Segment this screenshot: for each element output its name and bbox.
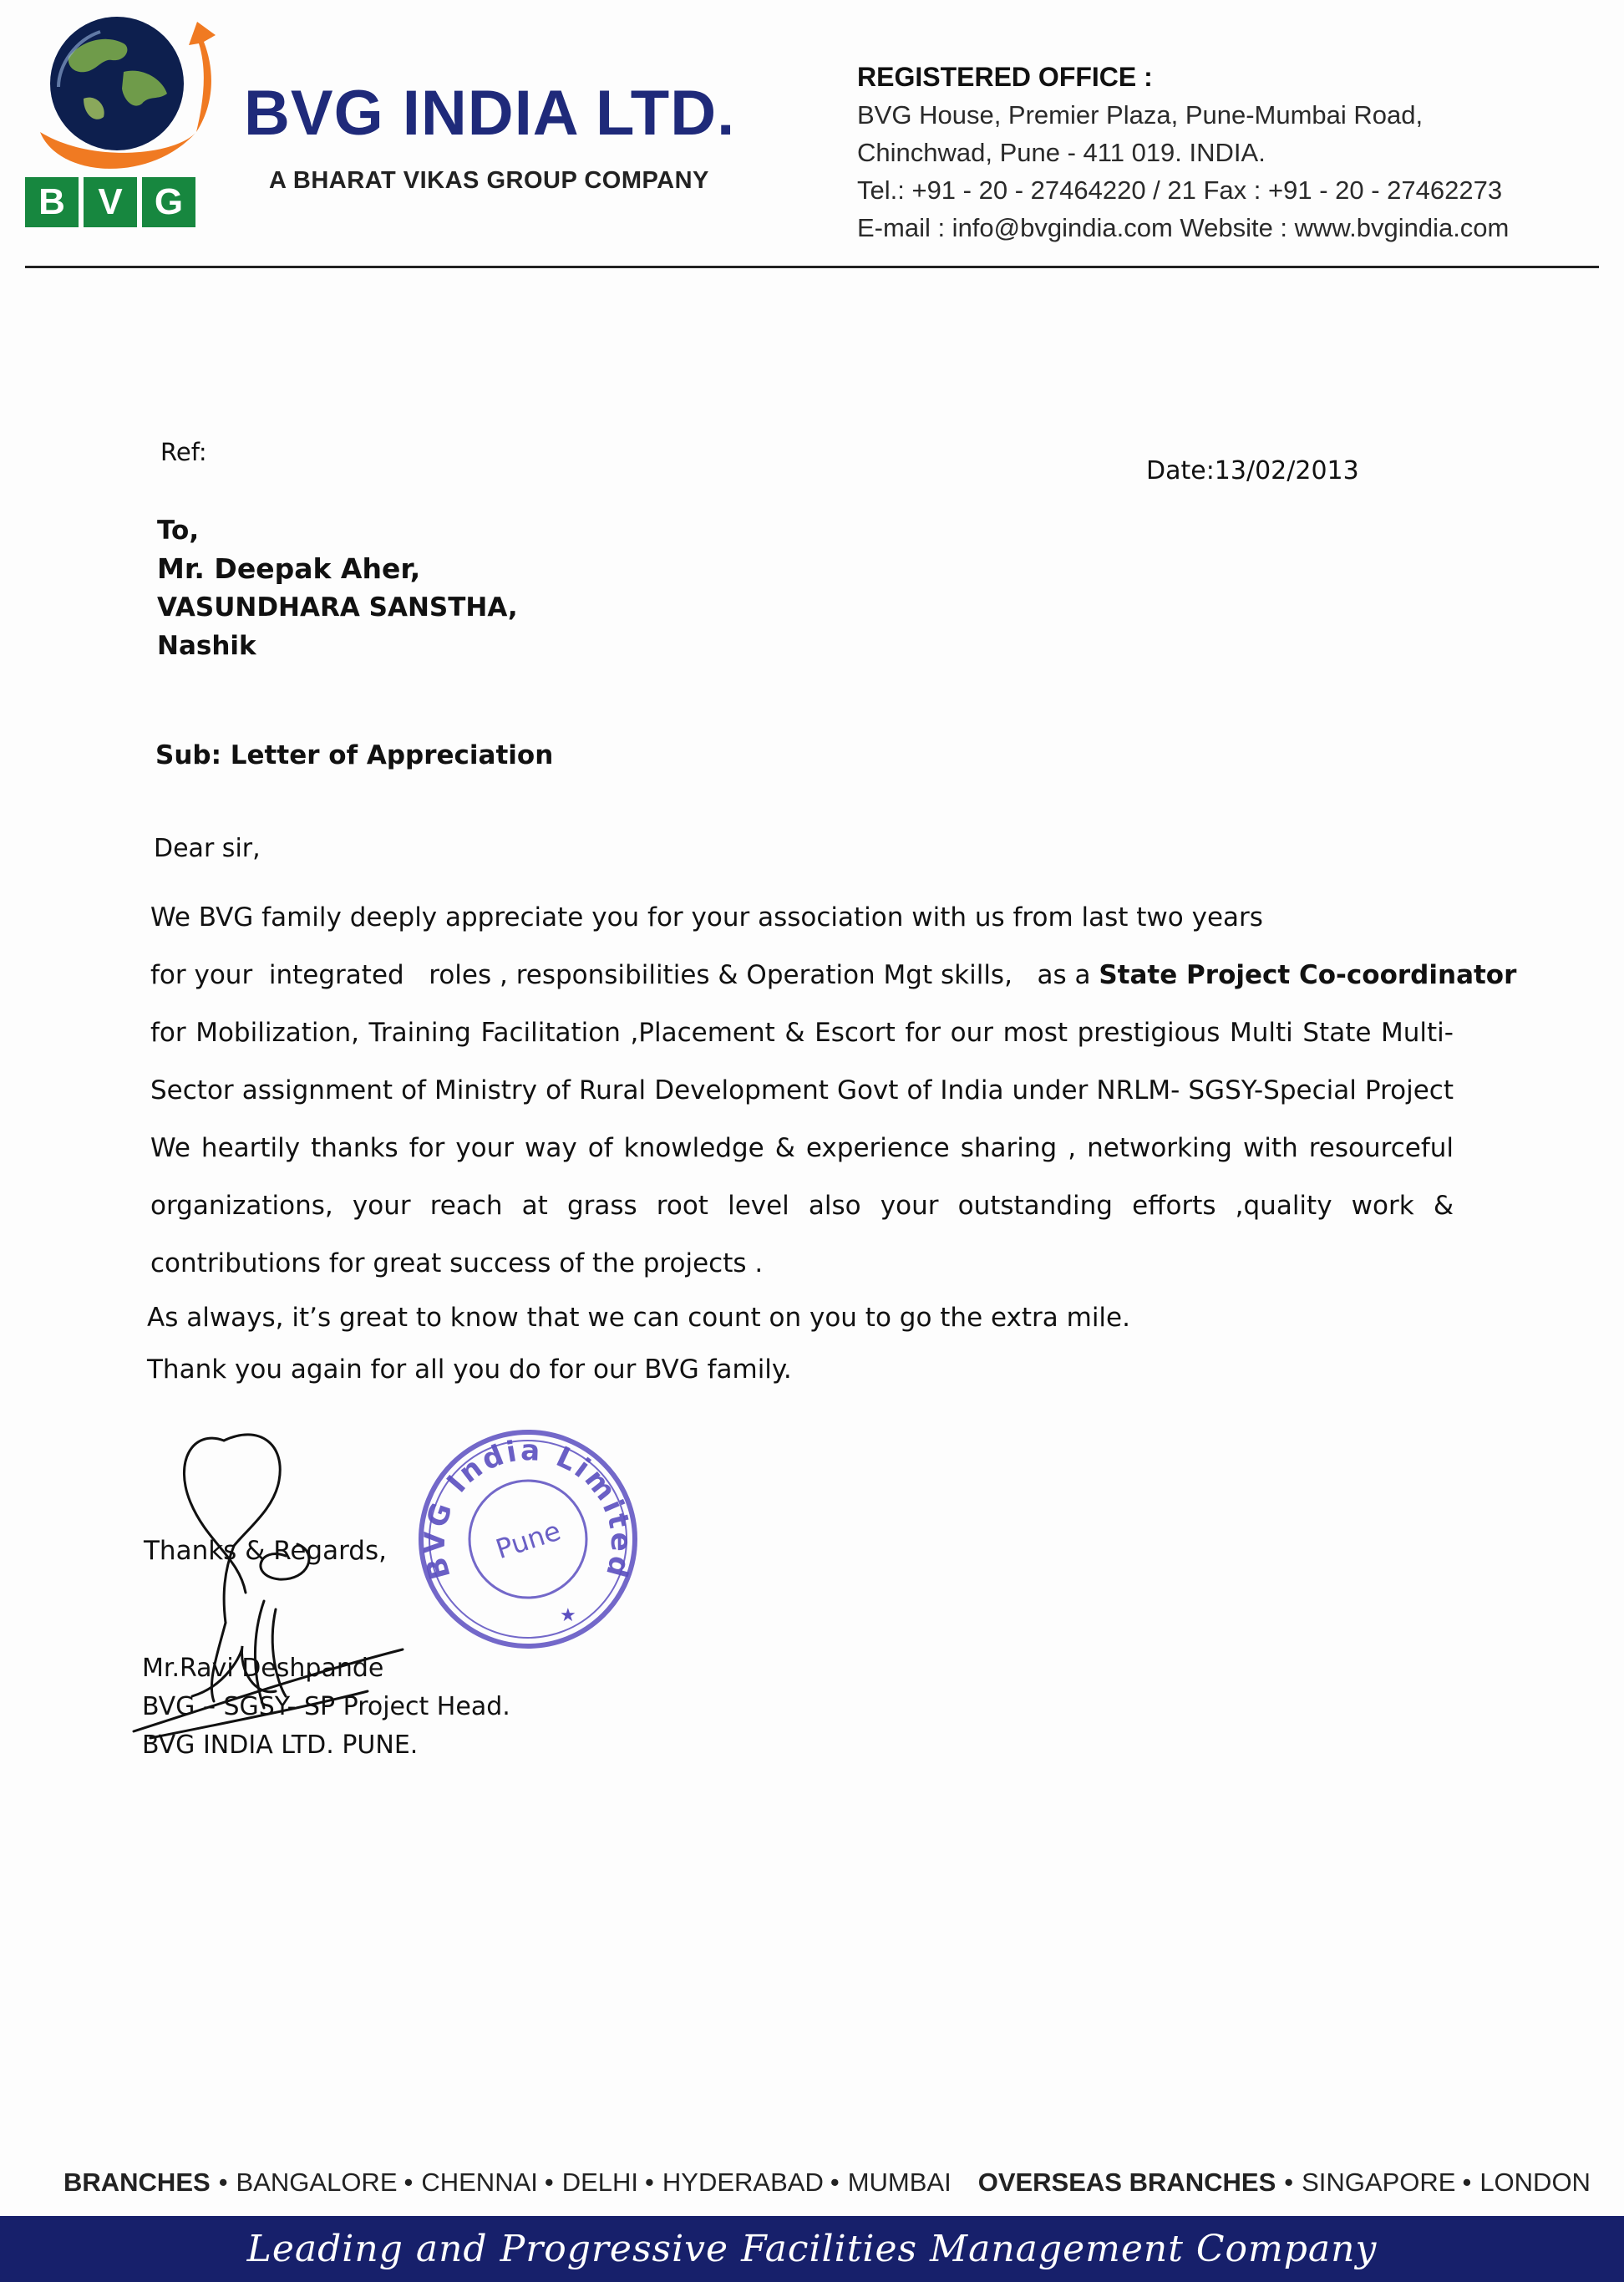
body-line: Sector assignment of Ministry of Rural Development Govt of India under NRLM- SGSY-Special Project bbox=[150, 1075, 1454, 1105]
signatory-name: Mr.Ravi Deshpande bbox=[142, 1654, 384, 1683]
ref-label: Ref: bbox=[160, 438, 207, 466]
handwritten-signature bbox=[100, 1404, 434, 1755]
stamp-outer-text: BVG India Limited bbox=[418, 1433, 638, 1583]
company-stamp-icon bbox=[411, 1422, 645, 1656]
office-heading: REGISTERED OFFICE : bbox=[857, 62, 1153, 92]
registered-office-block bbox=[857, 58, 1509, 246]
logo-letter-b: B bbox=[25, 177, 79, 227]
office-address-line: BVG House, Premier Plaza, Pune-Mumbai Road, bbox=[857, 100, 1424, 130]
recipient-address bbox=[157, 511, 518, 665]
company-tagline: A BHARAT VIKAS GROUP COMPANY bbox=[269, 167, 709, 194]
salutation: Dear sir, bbox=[154, 834, 261, 863]
recipient-organization: VASUNDHARA SANSTHA, bbox=[157, 592, 518, 623]
closing-line: Thank you again for all you do for our BVG family. bbox=[147, 1354, 792, 1385]
stamp-center-text: Pune bbox=[491, 1514, 565, 1566]
signatory-company: BVG INDIA LTD. PUNE. bbox=[142, 1731, 419, 1760]
svg-text:BVG India Limited bbox=[419, 1434, 637, 1583]
body-line: organizations, your reach at grass root level also your outstanding efforts ,quality work & bbox=[150, 1191, 1454, 1221]
branch-city: • HYDERABAD bbox=[638, 2168, 824, 2198]
branches-label: BRANCHES bbox=[63, 2168, 211, 2197]
header-divider bbox=[25, 266, 1599, 268]
body-line: for Mobilization, Training Facilitation ,Placement & Escort for our most prestigious Multi State Multi- bbox=[150, 1018, 1454, 1048]
letter-date: Date:13/02/2013 bbox=[1146, 456, 1359, 485]
office-email-web-line: E-mail : info@bvgindia.com Website : www.bvgindia.com bbox=[857, 213, 1510, 242]
office-phone-line: Tel.: +91 - 20 - 27464220 / 21 Fax : +91 - 20 - 27462273 bbox=[857, 175, 1503, 205]
logo-letter-g: G bbox=[142, 177, 195, 227]
body-line: We BVG family deeply appreciate you for your association with us from last two years bbox=[150, 902, 1263, 933]
logo-letter-v: V bbox=[84, 177, 137, 227]
branch-city: • CHENNAI bbox=[398, 2168, 538, 2198]
regards-text: Thanks & Regards, bbox=[144, 1536, 387, 1566]
svg-text:★: ★ bbox=[560, 1605, 576, 1626]
footer-band bbox=[0, 2216, 1624, 2282]
office-address-line: Chinchwad, Pune - 411 019. INDIA. bbox=[857, 138, 1266, 167]
branches-strip bbox=[63, 2168, 1591, 2198]
letter-body bbox=[150, 889, 1517, 1293]
closing-line: As always, it’s great to know that we can count on you to go the extra mile. bbox=[147, 1303, 1130, 1333]
signatory-title: BVG – SGSY- SP Project Head. bbox=[142, 1692, 510, 1721]
globe-logo-icon bbox=[25, 7, 226, 182]
body-line bbox=[150, 947, 1517, 1004]
role-highlight: State Project Co-coordinator bbox=[1099, 960, 1517, 990]
branch-city: • DELHI bbox=[538, 2168, 638, 2198]
company-name: BVG INDIA LTD. bbox=[244, 78, 736, 149]
recipient-city: Nashik bbox=[157, 631, 256, 661]
to-label: To, bbox=[157, 516, 200, 546]
overseas-branch-city: • SINGAPORE bbox=[1284, 2168, 1455, 2198]
bvg-letter-logo bbox=[25, 177, 195, 227]
branch-city: • BANGALORE bbox=[219, 2168, 398, 2198]
closing-lines bbox=[147, 1292, 1130, 1395]
subject-line: Sub: Letter of Appreciation bbox=[155, 740, 554, 770]
body-text: for your integrated roles , responsibilities & Operation Mgt skills, as a bbox=[150, 960, 1099, 990]
overseas-branch-city: • LONDON bbox=[1455, 2168, 1591, 2198]
footer-slogan: Leading and Progressive Facilities Management Company bbox=[246, 2228, 1378, 2270]
body-line: We heartily thanks for your way of knowledge & experience sharing , networking with resourceful bbox=[150, 1133, 1454, 1163]
branch-city: • MUMBAI bbox=[824, 2168, 952, 2198]
recipient-name: Mr. Deepak Aher, bbox=[157, 552, 421, 585]
body-line: contributions for great success of the projects . bbox=[150, 1248, 764, 1278]
overseas-branches-label: OVERSEAS BRANCHES bbox=[977, 2168, 1276, 2197]
